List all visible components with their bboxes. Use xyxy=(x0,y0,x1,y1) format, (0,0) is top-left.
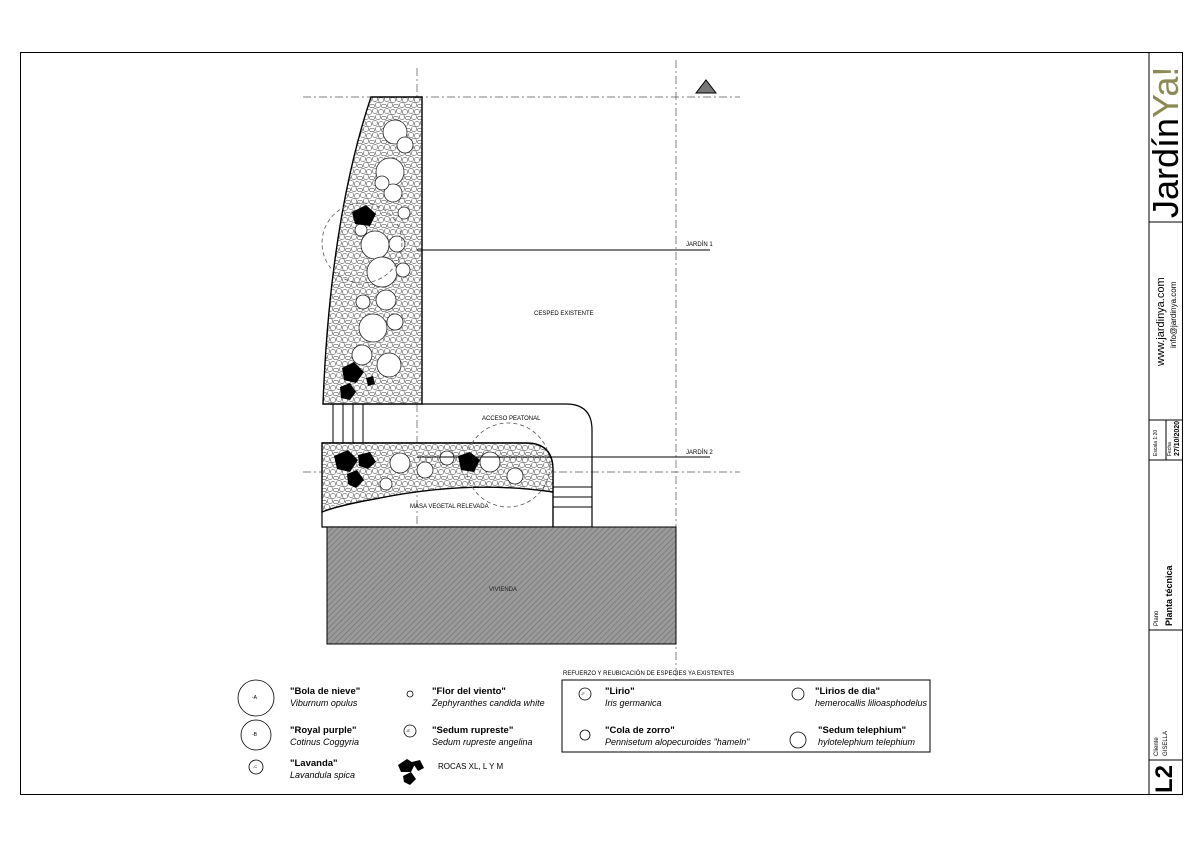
legend-sci-hylotelephium: hylotelephium telephium xyxy=(818,737,916,747)
legend-sci-cotinus: Cotinus Coggyria xyxy=(290,737,360,747)
label-vivienda: VIVIENDA xyxy=(489,587,518,593)
legend-sci-pennisetum: Pennisetum alopecuroides "hameln" xyxy=(605,737,750,747)
legend-name-lirios-de-dia: "Lirios de dia" xyxy=(815,686,880,697)
brand-name-accent: Ya! xyxy=(1145,66,1186,118)
sheet-code: L2 xyxy=(1151,764,1178,793)
client-label: Cliente xyxy=(1154,737,1160,756)
legend-name-bola-de-nieve: "Bola de nieve" xyxy=(290,686,361,697)
legend-sci-hemerocallis: hemerocallis lilioasphodelus xyxy=(815,698,928,708)
symbol-lirios-de-dia xyxy=(792,688,804,700)
code-e: -E xyxy=(406,728,410,733)
north-arrow-icon xyxy=(696,80,716,93)
legend-name-lavanda: "Lavanda" xyxy=(290,758,338,769)
legend-name-lirio: "Lirio" xyxy=(605,686,635,697)
legend-name-sedum-rupreste: "Sedum rupreste" xyxy=(432,725,514,736)
label-cesped-existente: CESPED EXISTENTE xyxy=(534,311,594,317)
symbol-sedum-telephium xyxy=(790,732,806,748)
legend-name-cola-de-zorro: "Cola de zorro" xyxy=(605,725,675,736)
code-a: -A xyxy=(252,695,257,701)
legend-name-flor-del-viento: "Flor del viento" xyxy=(432,686,506,697)
symbol-cola-de-zorro xyxy=(580,730,590,740)
label-jardin-2: JARDÍN 2 xyxy=(686,450,713,456)
code-c: -C xyxy=(253,764,258,769)
brand-name: Jardín xyxy=(1145,117,1186,218)
code-f: -F xyxy=(581,691,585,696)
contact-email: info@jardinya.com xyxy=(1169,281,1178,348)
client-name: GISELLA xyxy=(1163,730,1169,756)
label-masa-vegetal: MASA VEGETAL RELEVADA xyxy=(410,504,489,510)
code-b: -B xyxy=(252,732,257,738)
rocks-legend-icon xyxy=(398,759,424,785)
contact-web: www.jardinya.com xyxy=(1155,277,1167,366)
legend-sci-iris: Iris germanica xyxy=(605,698,662,708)
legend-sci-sedum-angelina: Sedum rupreste angelina xyxy=(432,737,533,747)
section-lines xyxy=(417,250,710,457)
plan-title: Planta técnica xyxy=(1164,565,1174,626)
label-acceso-peatonal: ACCESO PEATONAL xyxy=(482,416,541,422)
legend-sci-zephyranthes: Zephyranthes candida white xyxy=(432,698,545,708)
legend-rocks-label: ROCAS XL, L Y M xyxy=(438,762,504,771)
brand-logo xyxy=(1145,66,1186,218)
label-jardin-1: JARDÍN 1 xyxy=(686,242,713,248)
plan-label: Plano xyxy=(1154,610,1160,626)
legend-sci-viburnum: Viburnum opulus xyxy=(290,698,358,708)
date-value: 27/10/2020 xyxy=(1174,420,1181,456)
legend-sci-lavandula: Lavandula spica xyxy=(290,770,356,780)
date-label: Fecha xyxy=(1167,442,1173,456)
legend-name-sedum-telephium: "Sedum telephium" xyxy=(818,725,907,736)
scale-text: Escala 1:20 xyxy=(1153,429,1159,456)
house-block xyxy=(327,527,676,644)
symbol-flor-del-viento xyxy=(407,691,413,697)
legend-name-royal-purple: "Royal purple" xyxy=(290,725,357,736)
legend-box-title: REFUERZO Y REUBICACIÓN DE ESPECIES YA EXISTENTES xyxy=(563,671,735,677)
